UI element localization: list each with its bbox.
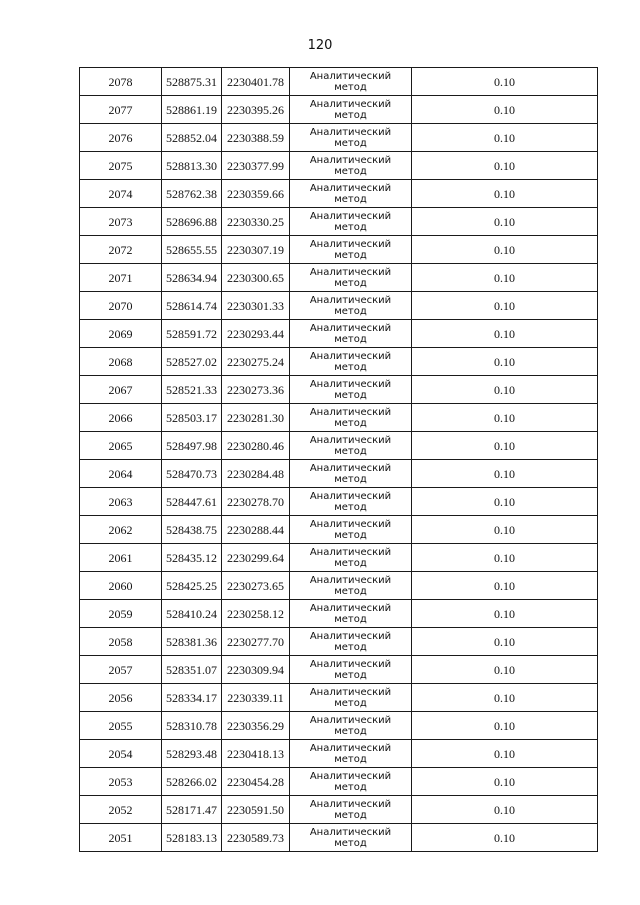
y-coordinate-cell: 2230278.70 — [222, 488, 290, 516]
y-coordinate-cell: 2230591.50 — [222, 796, 290, 824]
method-cell — [290, 264, 412, 292]
method-line-1: Аналитический — [309, 70, 392, 82]
method-cell — [290, 320, 412, 348]
method-line-1: Аналитический — [309, 826, 392, 838]
accuracy-cell: 0.10 — [412, 740, 598, 768]
y-coordinate-cell: 2230275.24 — [222, 348, 290, 376]
point-number-cell: 2063 — [80, 488, 162, 516]
accuracy-cell: 0.10 — [412, 376, 598, 404]
method-line-1: Аналитический — [309, 126, 392, 138]
accuracy-cell: 0.10 — [412, 152, 598, 180]
x-coordinate-cell: 528183.13 — [162, 824, 222, 852]
point-number-cell: 2059 — [80, 600, 162, 628]
method-cell — [290, 460, 412, 488]
method-cell — [290, 684, 412, 712]
table-row — [80, 96, 598, 124]
method-line-1: Аналитический — [309, 742, 392, 754]
x-coordinate-cell: 528438.75 — [162, 516, 222, 544]
method-line-2: метод — [334, 417, 367, 429]
table-row — [80, 208, 598, 236]
accuracy-cell: 0.10 — [412, 460, 598, 488]
table-row — [80, 180, 598, 208]
point-number-cell: 2062 — [80, 516, 162, 544]
x-coordinate-cell: 528266.02 — [162, 768, 222, 796]
method-cell — [290, 712, 412, 740]
y-coordinate-cell: 2230301.33 — [222, 292, 290, 320]
table-row — [80, 740, 598, 768]
point-number-cell: 2071 — [80, 264, 162, 292]
method-cell — [290, 348, 412, 376]
method-line-2: метод — [334, 781, 367, 793]
method-line-1: Аналитический — [309, 574, 392, 586]
x-coordinate-cell: 528762.38 — [162, 180, 222, 208]
x-coordinate-cell: 528470.73 — [162, 460, 222, 488]
accuracy-cell: 0.10 — [412, 516, 598, 544]
y-coordinate-cell: 2230356.29 — [222, 712, 290, 740]
table-row — [80, 404, 598, 432]
y-coordinate-cell: 2230293.44 — [222, 320, 290, 348]
point-number-cell: 2055 — [80, 712, 162, 740]
accuracy-cell: 0.10 — [412, 124, 598, 152]
y-coordinate-cell: 2230418.13 — [222, 740, 290, 768]
x-coordinate-cell: 528503.17 — [162, 404, 222, 432]
method-cell — [290, 432, 412, 460]
method-cell — [290, 376, 412, 404]
point-number-cell: 2053 — [80, 768, 162, 796]
accuracy-cell: 0.10 — [412, 96, 598, 124]
point-number-cell: 2074 — [80, 180, 162, 208]
point-number-cell: 2057 — [80, 656, 162, 684]
accuracy-cell: 0.10 — [412, 712, 598, 740]
method-line-2: метод — [334, 193, 367, 205]
method-line-1: Аналитический — [309, 378, 392, 390]
y-coordinate-cell: 2230339.11 — [222, 684, 290, 712]
method-cell — [290, 600, 412, 628]
method-line-1: Аналитический — [309, 602, 392, 614]
method-cell — [290, 404, 412, 432]
accuracy-cell: 0.10 — [412, 404, 598, 432]
method-line-1: Аналитический — [309, 490, 392, 502]
accuracy-cell: 0.10 — [412, 824, 598, 852]
point-number-cell: 2066 — [80, 404, 162, 432]
table-row — [80, 768, 598, 796]
x-coordinate-cell: 528634.94 — [162, 264, 222, 292]
point-number-cell: 2065 — [80, 432, 162, 460]
accuracy-cell: 0.10 — [412, 264, 598, 292]
table-row — [80, 824, 598, 852]
table-row — [80, 432, 598, 460]
table-row — [80, 656, 598, 684]
x-coordinate-cell: 528875.31 — [162, 68, 222, 96]
method-cell — [290, 180, 412, 208]
method-cell — [290, 208, 412, 236]
method-line-1: Аналитический — [309, 434, 392, 446]
method-cell — [290, 824, 412, 852]
y-coordinate-cell: 2230280.46 — [222, 432, 290, 460]
method-line-2: метод — [334, 809, 367, 821]
table-row — [80, 544, 598, 572]
point-number-cell: 2068 — [80, 348, 162, 376]
method-cell — [290, 740, 412, 768]
method-cell — [290, 152, 412, 180]
method-line-2: метод — [334, 837, 367, 849]
y-coordinate-cell: 2230309.94 — [222, 656, 290, 684]
method-line-2: метод — [334, 641, 367, 653]
accuracy-cell: 0.10 — [412, 684, 598, 712]
method-cell — [290, 68, 412, 96]
point-number-cell: 2075 — [80, 152, 162, 180]
method-cell — [290, 544, 412, 572]
accuracy-cell: 0.10 — [412, 320, 598, 348]
table-row — [80, 488, 598, 516]
x-coordinate-cell: 528410.24 — [162, 600, 222, 628]
x-coordinate-cell: 528852.04 — [162, 124, 222, 152]
method-cell — [290, 628, 412, 656]
accuracy-cell: 0.10 — [412, 68, 598, 96]
table-body — [80, 68, 598, 852]
coordinates-table — [79, 67, 598, 852]
table-row — [80, 684, 598, 712]
point-number-cell: 2067 — [80, 376, 162, 404]
method-line-1: Аналитический — [309, 714, 392, 726]
x-coordinate-cell: 528381.36 — [162, 628, 222, 656]
table-row — [80, 628, 598, 656]
method-line-1: Аналитический — [309, 630, 392, 642]
y-coordinate-cell: 2230299.64 — [222, 544, 290, 572]
method-cell — [290, 656, 412, 684]
x-coordinate-cell: 528591.72 — [162, 320, 222, 348]
method-line-1: Аналитический — [309, 98, 392, 110]
y-coordinate-cell: 2230359.66 — [222, 180, 290, 208]
method-line-2: метод — [334, 249, 367, 261]
y-coordinate-cell: 2230377.99 — [222, 152, 290, 180]
x-coordinate-cell: 528293.48 — [162, 740, 222, 768]
y-coordinate-cell: 2230307.19 — [222, 236, 290, 264]
method-line-1: Аналитический — [309, 154, 392, 166]
method-line-1: Аналитический — [309, 238, 392, 250]
table-row — [80, 236, 598, 264]
accuracy-cell: 0.10 — [412, 236, 598, 264]
method-cell — [290, 796, 412, 824]
x-coordinate-cell: 528447.61 — [162, 488, 222, 516]
table-row — [80, 796, 598, 824]
x-coordinate-cell: 528497.98 — [162, 432, 222, 460]
method-cell — [290, 292, 412, 320]
y-coordinate-cell: 2230330.25 — [222, 208, 290, 236]
accuracy-cell: 0.10 — [412, 572, 598, 600]
method-line-1: Аналитический — [309, 658, 392, 670]
method-line-2: метод — [334, 473, 367, 485]
method-line-1: Аналитический — [309, 182, 392, 194]
method-line-2: метод — [334, 137, 367, 149]
table-row — [80, 348, 598, 376]
method-line-1: Аналитический — [309, 462, 392, 474]
method-line-2: метод — [334, 753, 367, 765]
y-coordinate-cell: 2230258.12 — [222, 600, 290, 628]
method-cell — [290, 124, 412, 152]
table-row — [80, 516, 598, 544]
y-coordinate-cell: 2230401.78 — [222, 68, 290, 96]
method-line-2: метод — [334, 305, 367, 317]
method-line-1: Аналитический — [309, 210, 392, 222]
point-number-cell: 2054 — [80, 740, 162, 768]
method-line-2: метод — [334, 613, 367, 625]
method-line-1: Аналитический — [309, 770, 392, 782]
accuracy-cell: 0.10 — [412, 488, 598, 516]
method-line-2: метод — [334, 585, 367, 597]
method-line-2: метод — [334, 333, 367, 345]
method-line-2: метод — [334, 389, 367, 401]
table-row — [80, 68, 598, 96]
accuracy-cell: 0.10 — [412, 180, 598, 208]
method-line-2: метод — [334, 557, 367, 569]
method-line-1: Аналитический — [309, 350, 392, 362]
point-number-cell: 2078 — [80, 68, 162, 96]
accuracy-cell: 0.10 — [412, 292, 598, 320]
y-coordinate-cell: 2230288.44 — [222, 516, 290, 544]
x-coordinate-cell: 528813.30 — [162, 152, 222, 180]
point-number-cell: 2076 — [80, 124, 162, 152]
point-number-cell: 2070 — [80, 292, 162, 320]
x-coordinate-cell: 528351.07 — [162, 656, 222, 684]
accuracy-cell: 0.10 — [412, 432, 598, 460]
method-line-2: метод — [334, 697, 367, 709]
table-row — [80, 460, 598, 488]
table-row — [80, 600, 598, 628]
point-number-cell: 2077 — [80, 96, 162, 124]
x-coordinate-cell: 528655.55 — [162, 236, 222, 264]
method-line-2: метод — [334, 277, 367, 289]
method-cell — [290, 236, 412, 264]
page-number: 120 — [307, 38, 333, 53]
point-number-cell: 2073 — [80, 208, 162, 236]
method-line-1: Аналитический — [309, 686, 392, 698]
accuracy-cell: 0.10 — [412, 796, 598, 824]
y-coordinate-cell: 2230273.65 — [222, 572, 290, 600]
table-row — [80, 152, 598, 180]
accuracy-cell: 0.10 — [412, 656, 598, 684]
method-cell — [290, 516, 412, 544]
method-line-2: метод — [334, 445, 367, 457]
method-line-2: метод — [334, 529, 367, 541]
point-number-cell: 2060 — [80, 572, 162, 600]
method-line-1: Аналитический — [309, 546, 392, 558]
table-row — [80, 712, 598, 740]
x-coordinate-cell: 528334.17 — [162, 684, 222, 712]
method-line-1: Аналитический — [309, 266, 392, 278]
table-row — [80, 320, 598, 348]
method-cell — [290, 488, 412, 516]
accuracy-cell: 0.10 — [412, 208, 598, 236]
point-number-cell: 2064 — [80, 460, 162, 488]
y-coordinate-cell: 2230281.30 — [222, 404, 290, 432]
y-coordinate-cell: 2230277.70 — [222, 628, 290, 656]
y-coordinate-cell: 2230454.28 — [222, 768, 290, 796]
table-row — [80, 124, 598, 152]
y-coordinate-cell: 2230395.26 — [222, 96, 290, 124]
method-line-1: Аналитический — [309, 518, 392, 530]
table-row — [80, 264, 598, 292]
x-coordinate-cell: 528696.88 — [162, 208, 222, 236]
x-coordinate-cell: 528425.25 — [162, 572, 222, 600]
accuracy-cell: 0.10 — [412, 768, 598, 796]
x-coordinate-cell: 528310.78 — [162, 712, 222, 740]
accuracy-cell: 0.10 — [412, 348, 598, 376]
table-row — [80, 572, 598, 600]
point-number-cell: 2056 — [80, 684, 162, 712]
x-coordinate-cell: 528521.33 — [162, 376, 222, 404]
x-coordinate-cell: 528861.19 — [162, 96, 222, 124]
point-number-cell: 2051 — [80, 824, 162, 852]
method-line-1: Аналитический — [309, 798, 392, 810]
y-coordinate-cell: 2230284.48 — [222, 460, 290, 488]
method-line-2: метод — [334, 109, 367, 121]
point-number-cell: 2069 — [80, 320, 162, 348]
method-cell — [290, 572, 412, 600]
method-line-2: метод — [334, 361, 367, 373]
accuracy-cell: 0.10 — [412, 628, 598, 656]
method-line-2: метод — [334, 81, 367, 93]
method-line-1: Аналитический — [309, 322, 392, 334]
point-number-cell: 2058 — [80, 628, 162, 656]
method-cell — [290, 96, 412, 124]
y-coordinate-cell: 2230273.36 — [222, 376, 290, 404]
method-line-1: Аналитический — [309, 406, 392, 418]
y-coordinate-cell: 2230300.65 — [222, 264, 290, 292]
y-coordinate-cell: 2230589.73 — [222, 824, 290, 852]
method-line-2: метод — [334, 165, 367, 177]
method-line-1: Аналитический — [309, 294, 392, 306]
method-line-2: метод — [334, 669, 367, 681]
method-line-2: метод — [334, 725, 367, 737]
method-line-2: метод — [334, 501, 367, 513]
method-line-2: метод — [334, 221, 367, 233]
x-coordinate-cell: 528527.02 — [162, 348, 222, 376]
table-row — [80, 376, 598, 404]
point-number-cell: 2072 — [80, 236, 162, 264]
x-coordinate-cell: 528171.47 — [162, 796, 222, 824]
point-number-cell: 2052 — [80, 796, 162, 824]
accuracy-cell: 0.10 — [412, 600, 598, 628]
point-number-cell: 2061 — [80, 544, 162, 572]
method-cell — [290, 768, 412, 796]
x-coordinate-cell: 528435.12 — [162, 544, 222, 572]
accuracy-cell: 0.10 — [412, 544, 598, 572]
x-coordinate-cell: 528614.74 — [162, 292, 222, 320]
table-row — [80, 292, 598, 320]
y-coordinate-cell: 2230388.59 — [222, 124, 290, 152]
